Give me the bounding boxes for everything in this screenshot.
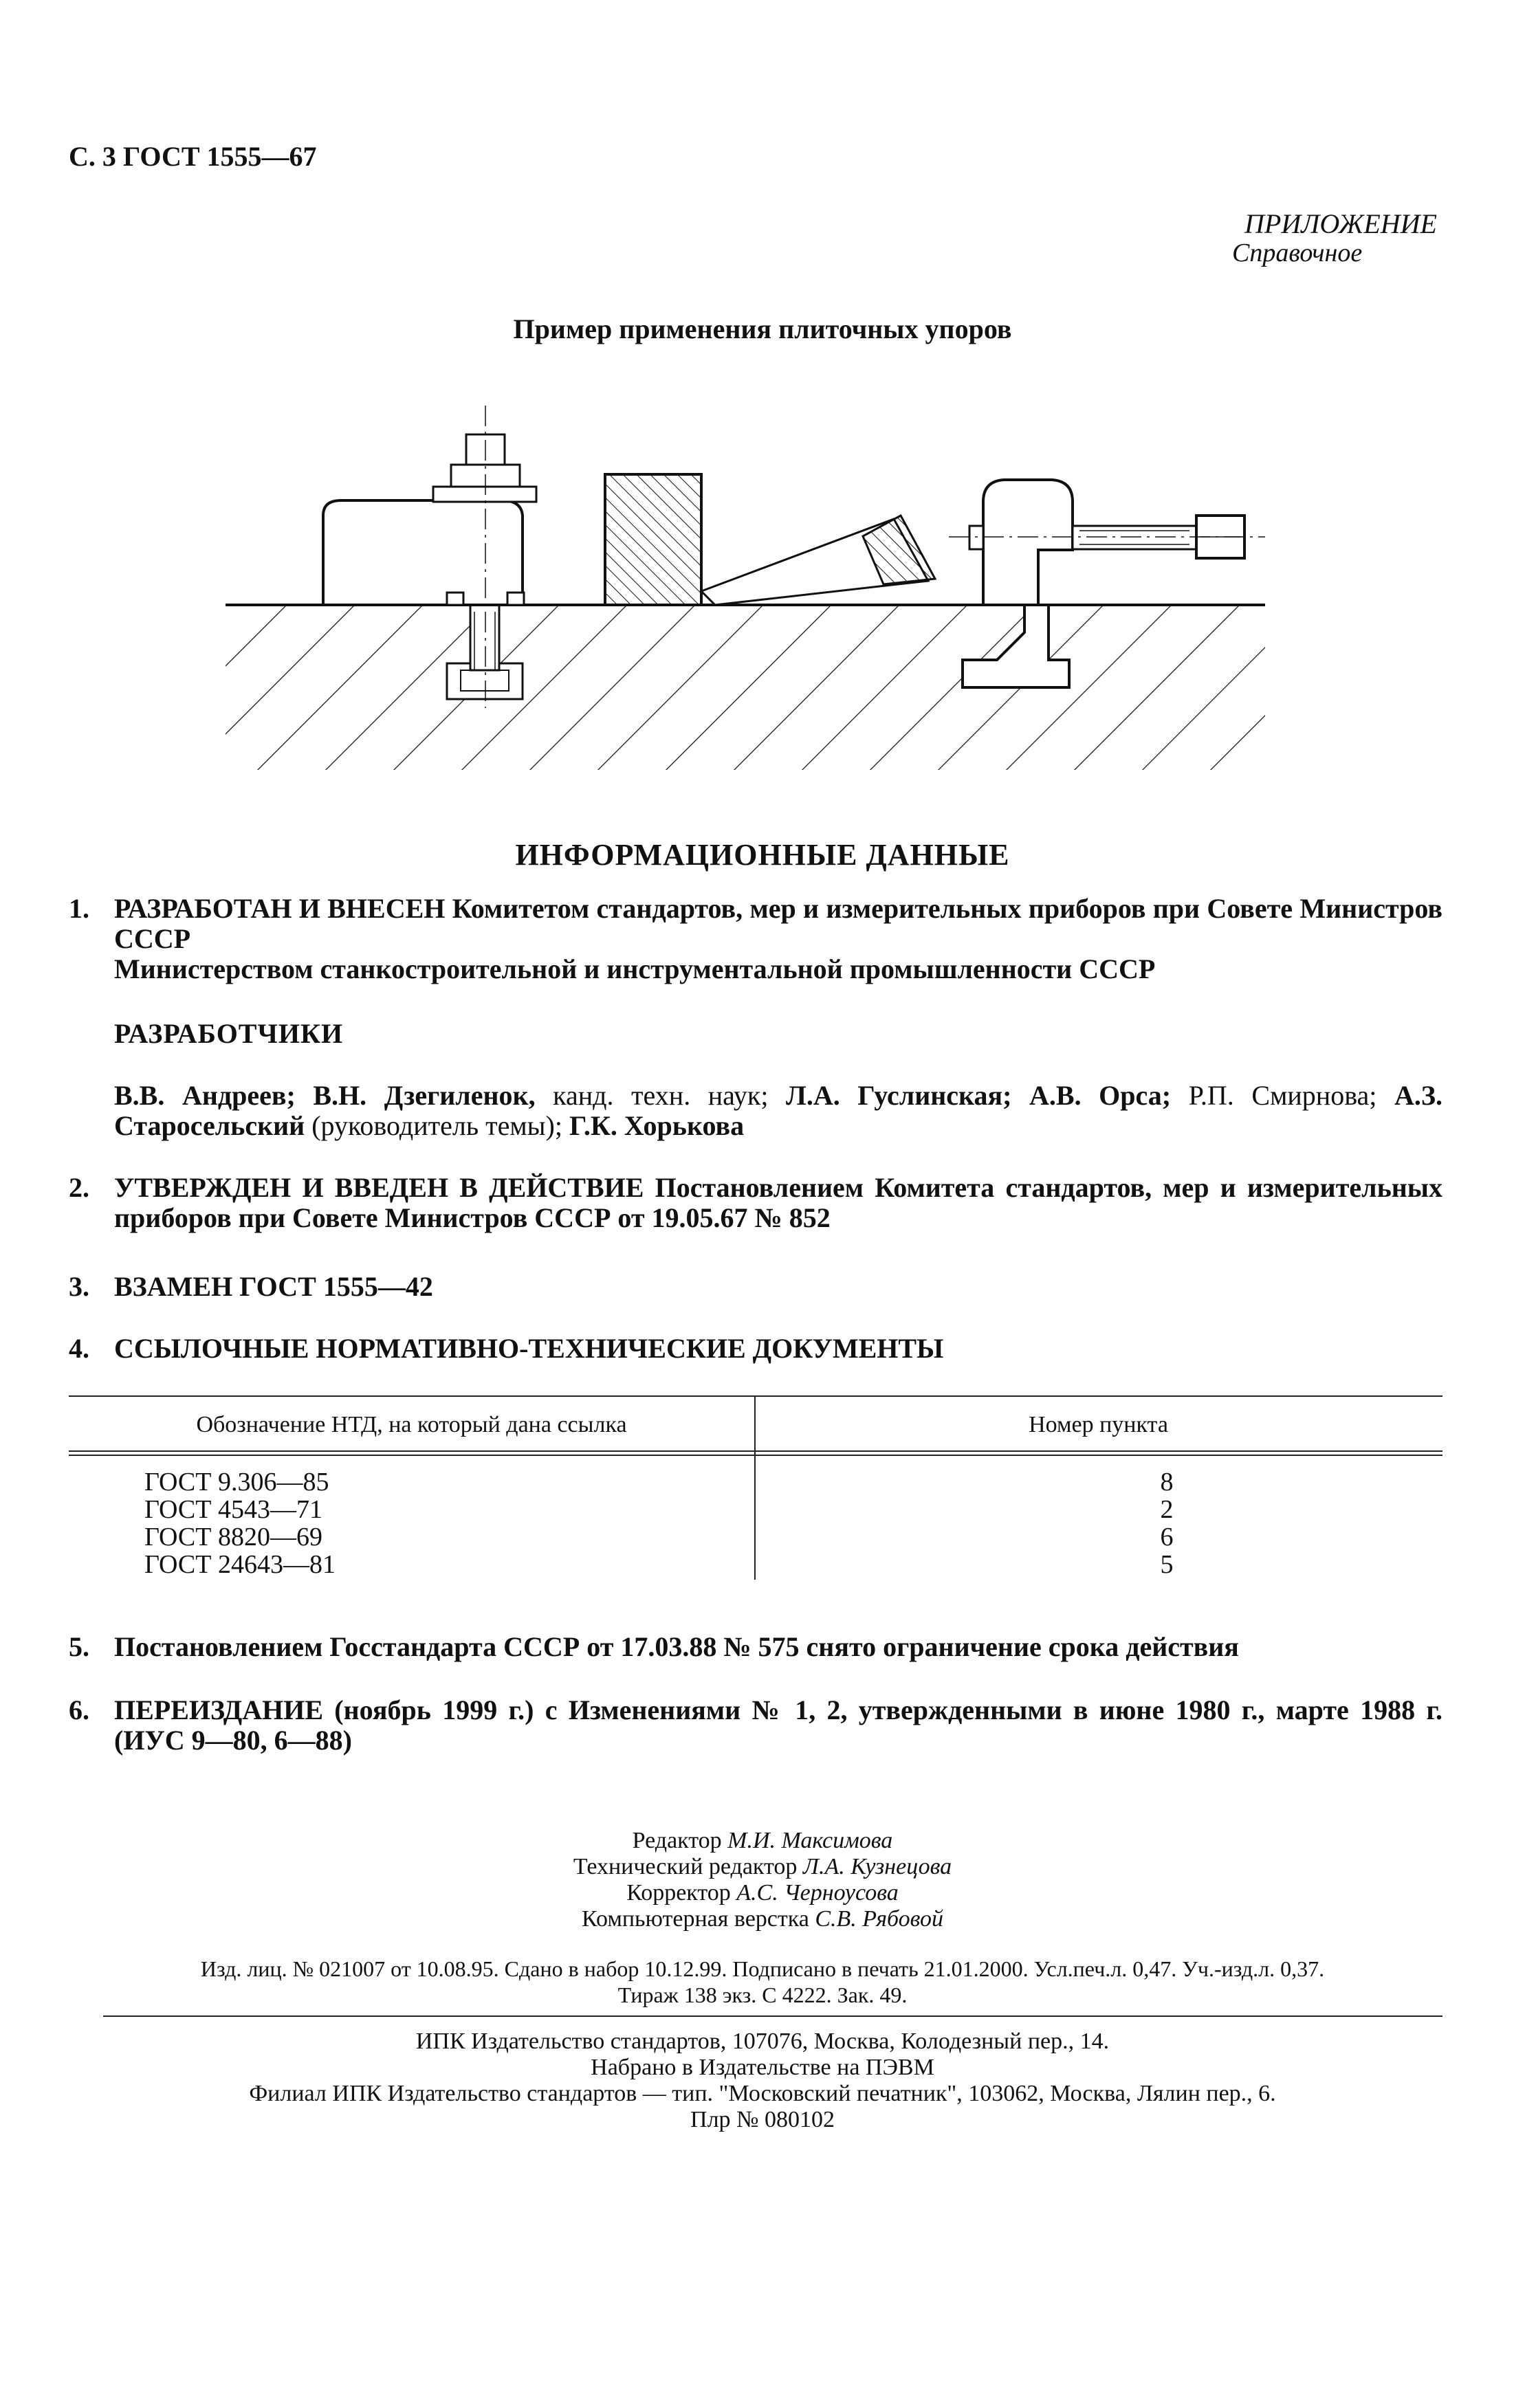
tech-editor-label: Технический редактор <box>573 1854 798 1879</box>
item-number: 5. <box>69 1631 89 1662</box>
corrector-label: Корректор <box>626 1880 731 1906</box>
col-header-clause: Номер пункта <box>1029 1412 1168 1437</box>
item-text: РАЗРАБОТАН И ВНЕСЕН Комитетом стандартов, мер и измерительных приборов при Совете Министров СССР <box>114 893 1442 954</box>
item-text-2: Министерством станкостроительной и инструментальной промышленности СССР <box>114 953 1156 984</box>
credits-editor <box>0 1829 1525 1853</box>
item-number: 2. <box>69 1172 89 1203</box>
appendix-title: ПРИЛОЖЕНИЕ <box>1244 208 1437 239</box>
credits-tech-editor <box>0 1855 1525 1879</box>
info-heading: ИНФОРМАЦИОННЫЕ ДАННЫЕ <box>515 838 1010 872</box>
item-text: Постановлением Госстандарта СССР от 17.03.88 № 575 снято ограничение срока действия <box>114 1631 1239 1662</box>
editor-name: М.И. Максимова <box>727 1828 893 1853</box>
imprint-line-1: Изд. лиц. № 021007 от 10.08.95. Сдано в набор 10.12.99. Подписано в печать 21.01.2000. Усл.печ.л. 0,47. Уч.-изд.л. 0,37. <box>200 1956 1325 1981</box>
item-number: 3. <box>69 1271 89 1302</box>
info-item-1 <box>69 894 1442 984</box>
item-text: ПЕРЕИЗДАНИЕ (ноябрь 1999 г.) с Изменениями № 1, 2, утвержденными в июне 1980 г., марте 1988 г. (ИУС 9—80, 6—88) <box>114 1694 1442 1756</box>
table-row-doc: ГОСТ 9.306—85 <box>144 1468 329 1496</box>
table-row-doc: ГОСТ 4543—71 <box>144 1495 322 1524</box>
table-row-doc: ГОСТ 8820—69 <box>144 1523 322 1551</box>
developers-role: (руководитель темы); <box>305 1110 562 1141</box>
credits-corrector <box>0 1881 1525 1906</box>
info-item-6 <box>69 1695 1442 1756</box>
col-header-document: Обозначение НТД, на который дана ссылка <box>196 1412 627 1437</box>
table-row-clause: 5 <box>1160 1550 1174 1579</box>
developers-names-1: В.В. Андреев; В.Н. Дзегиленок, <box>114 1080 536 1111</box>
publisher-line-3: Филиал ИПК Издательство стандартов — тип. "Московский печатник", 103062, Москва, Лялин пер., 6. <box>249 2081 1276 2106</box>
corrector-name: А.С. Черноусова <box>736 1880 899 1906</box>
developers-names-3: Р.П. Смирнова; <box>1171 1080 1377 1111</box>
tech-editor-name: Л.А. Кузнецова <box>802 1854 952 1879</box>
developers-label: РАЗРАБОТЧИКИ <box>114 1018 344 1049</box>
info-item-4 <box>69 1334 1442 1364</box>
publisher-line-4: Плр № 080102 <box>690 2107 835 2132</box>
developers-names-2: Л.А. Гуслинская; А.В. Орса; <box>768 1080 1172 1111</box>
page-header: С. 3 ГОСТ 1555—67 <box>69 141 317 172</box>
credits-layout <box>0 1907 1525 1932</box>
table-row-doc: ГОСТ 24643—81 <box>144 1550 336 1579</box>
publisher-line-1: ИПК Издательство стандартов, 107076, Москва, Колодезный пер., 14. <box>415 2029 1110 2054</box>
item-text: ССЫЛОЧНЫЕ НОРМАТИВНО-ТЕХНИЧЕСКИЕ ДОКУМЕНТЫ <box>114 1333 944 1364</box>
table-row-clause: 8 <box>1160 1468 1174 1496</box>
layout-name: С.В. Рябовой <box>815 1906 943 1932</box>
divider <box>103 2015 1442 2017</box>
info-item-2 <box>69 1173 1442 1233</box>
developers-names-5: Г.К. Хорькова <box>562 1110 745 1141</box>
info-item-3 <box>69 1272 1442 1302</box>
item-number: 4. <box>69 1333 89 1364</box>
item-text: УТВЕРЖДЕН И ВВЕДЕН В ДЕЙСТВИЕ Постановлением Комитета стандартов, мер и измерительных приборов при Совете Министров СССР от 19.05.67 № 852 <box>114 1172 1442 1233</box>
publisher-line-2: Набрано в Издательстве на ПЭВМ <box>591 2055 934 2080</box>
table-row-clause: 2 <box>1160 1495 1174 1524</box>
imprint-line-2: Тираж 138 экз. С 4222. Зак. 49. <box>617 1982 908 2007</box>
table-row-clause: 6 <box>1160 1523 1174 1551</box>
stop-plates-drawing <box>220 399 1279 770</box>
item-text: ВЗАМЕН ГОСТ 1555—42 <box>114 1271 433 1302</box>
layout-label: Компьютерная верстка <box>581 1906 809 1932</box>
editor-label: Редактор <box>632 1828 722 1853</box>
appendix-subtitle: Справочное <box>1232 239 1363 267</box>
developers-degree-1: канд. техн. наук; <box>535 1080 769 1111</box>
item-number: 6. <box>69 1694 89 1725</box>
item-number: 1. <box>69 893 89 924</box>
figure-title: Пример применения плиточных упоров <box>513 313 1012 344</box>
developers-list <box>114 1081 1442 1141</box>
developers-names-4: А.З. Старосельский <box>114 1080 1442 1141</box>
info-item-5 <box>69 1632 1442 1662</box>
